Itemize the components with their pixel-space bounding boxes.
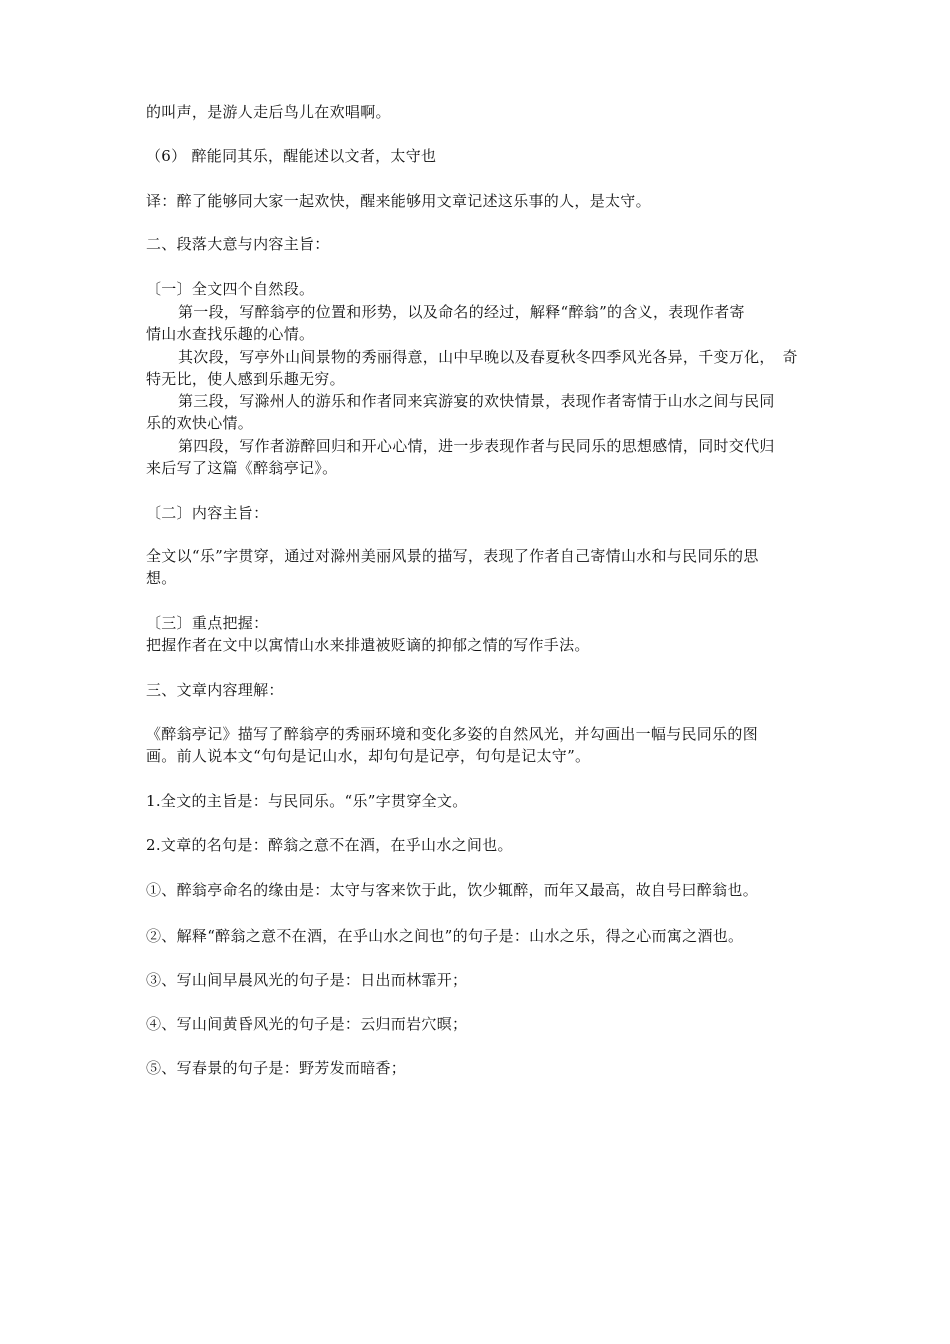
section-heading: 二、段落大意与内容主旨：: [146, 235, 330, 253]
paragraph-line: 第四段，写作者游醉回归和开心心情，进一步表现作者与民同乐的思想感情，同时交代归: [178, 437, 775, 455]
subsection-heading: 〔三〕重点把握：: [146, 614, 269, 632]
list-item: ⑤、写春景的句子是：野芳发而暗香；: [146, 1059, 407, 1077]
paragraph-line: 全文以“乐”字贯穿，通过对滁州美丽风景的描写，表现了作者自己寄情山水和与民同乐的思: [146, 547, 759, 565]
subsection-heading: 〔一〕全文四个自然段。: [146, 280, 315, 298]
paragraph-line: 乐的欢快心情。: [146, 414, 254, 432]
text-line: 译：醉了能够同大家一起欢快，醒来能够用文章记述这乐事的人，是太守。: [146, 192, 651, 210]
paragraph-line: 来后写了这篇《醉翁亭记》。: [146, 459, 338, 477]
paragraph-line: 想。: [146, 569, 177, 587]
paragraph-line: 《醉翁亭记》描写了醉翁亭的秀丽环境和变化多姿的自然风光，并勾画出一幅与民同乐的图: [146, 725, 759, 743]
paragraph-line: 画。前人说本文“句句是记山水，却句句是记亭，句句是记太守”。: [146, 747, 591, 765]
paragraph-line: 第三段，写滁州人的游乐和作者同来宾游宴的欢快情景，表现作者寄情于山水之间与民同: [178, 392, 775, 410]
paragraph-line: 把握作者在文中以寓情山水来排遣被贬谪的抑郁之情的写作手法。: [146, 636, 590, 654]
paragraph-line: 情山水查找乐趣的心情。: [146, 325, 315, 343]
list-item: ①、醉翁亭命名的缘由是：太守与客来饮于此，饮少辄醉，而年又最高，故自号曰醉翁也。: [146, 881, 759, 899]
list-item: ③、写山间早晨风光的句子是：日出而林霏开；: [146, 971, 468, 989]
paragraph-line: 其次段，写亭外山间景物的秀丽得意，山中早晚以及春夏秋冬四季风光各异，千变万化， 奇: [178, 348, 798, 366]
list-item: ④、写山间黄昏风光的句子是：云归而岩穴暝；: [146, 1015, 468, 1033]
list-item: 1.全文的主旨是：与民同乐。“乐”字贯穿全文。: [146, 792, 468, 810]
section-heading: 三、文章内容理解：: [146, 681, 284, 699]
list-item: 2.文章的名句是：醉翁之意不在酒，在乎山水之间也。: [146, 836, 513, 854]
subsection-heading: 〔二〕内容主旨：: [146, 504, 269, 522]
paragraph-line: 特无比，使人感到乐趣无穷。: [146, 370, 345, 388]
paragraph-line: 第一段，写醉翁亭的位置和形势，以及命名的经过，解释“醉翁”的含义，表现作者寄: [178, 303, 745, 321]
text-line: 的叫声，是游人走后鸟儿在欢唱啊。: [146, 103, 391, 121]
list-item: ②、解释“醉翁之意不在酒，在乎山水之间也”的句子是：山水之乐，得之心而寓之酒也。: [146, 927, 744, 945]
text-line: （6） 醉能同其乐，醒能述以文者，太守也: [146, 147, 437, 165]
